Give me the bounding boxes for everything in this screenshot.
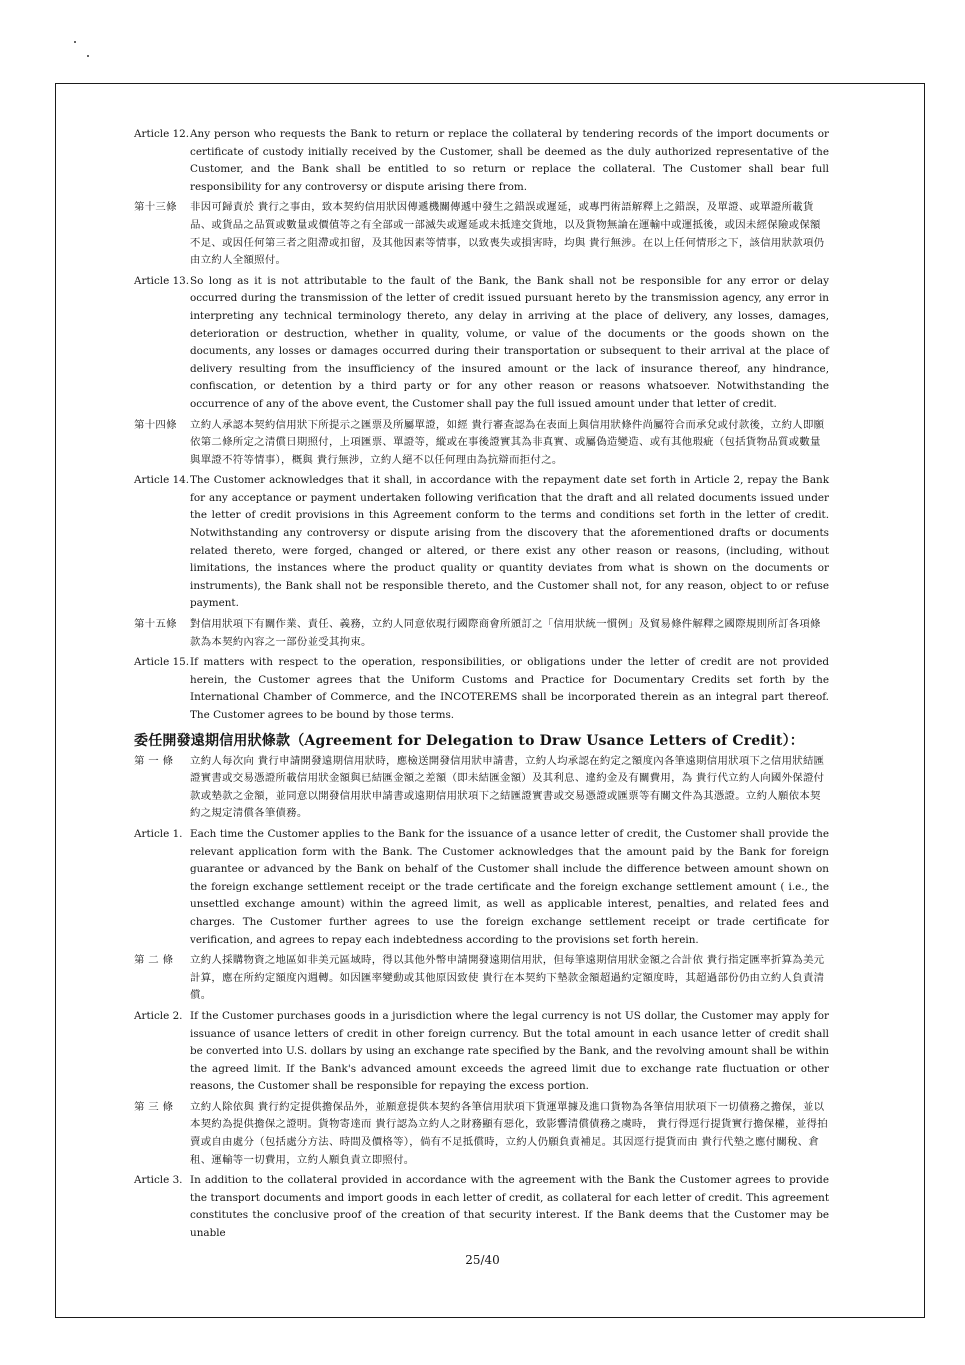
article-label: 第 二 條 (134, 954, 174, 967)
article-text: 對信用狀項下有關作業、責任、義務，立約人同意依現行國際商會所頒訂之「信用狀統一慣例」及貿易條件解釋之國際規則所訂各項條款為本契約內容之一部份並受其拘束。 (190, 618, 821, 648)
article-text: 立約人承認本契約信用狀下所提示之匯票及所屬單證，如經 貴行審查認為在表面上與信用狀條件尚屬符合而承兌或付款後，立約人即願依第二條所定之清償日期照付，上項匯票、單證等，縱或在事後證實其為非真實、或屬偽造變造、或有其他瑕疵（包括貨物品質或數量與單證不符等情事），概與 貴行無涉，立約人絕不以任何理由為抗辯而拒付之。 (190, 418, 825, 466)
article-text: 立約人每次向 貴行申請開發遠期信用狀時，應檢送開發信用狀申請書，立約人均承認在約定之額度內各筆遠期信用狀項下之信用狀結匯證實書或交易憑證所載信用狀金額與已結匯金額之差額（即未結匯金額）及其利息、違約金及有關費用，為 貴行代立約人向國外保證付款或墊款之金額，並同意以開發信用狀申請書或遠期信用狀項下之結匯證實書或交易憑證或匯票等有關文件為其憑證。立約人願依本契約之規定清償各筆債務。 (190, 754, 825, 820)
article-label: Article 13. (134, 274, 190, 287)
article-text: 立約人除依與 貴行約定提供擔保品外，並願意提供本契約各筆信用狀項下貨運單據及進口貨物為各筆信用狀項下一切債務之擔保，並以本契約為提供擔保之證明。貨物寄達而 貴行認為立約人之財務顯有惡化，致影響清償債務之虞時， 貴行得逕行提貨實行擔保權，並得拍賣或自由處分（包括處分方法、時間及價格等），倘有不足抵償時，立約人仍願負責補足。其因逕行提貨而由 貴行代墊之應付關稅、倉租、運輸等一切費用，立約人願負責立即照付。 (190, 1100, 828, 1166)
article-15-en (134, 654, 829, 724)
article-text: If matters with respect to the operation, responsibilities, or obligations under the letter of credit are not provided herein, the Customer agrees that the Uniform Customs and Practice for Documentary Credits set forth by the International Chamber of Commerce, and the INCOTEREMS shall be incorporated therein as an integral part thereof. The Customer agrees to be bound by those terms. (190, 656, 829, 721)
article-label: Article 3. (134, 1174, 183, 1187)
article-label: Article 1. (134, 827, 183, 840)
article-label: Article 12. (134, 128, 190, 140)
article-text: 立約人採購物資之地區如非美元區域時，得以其他外幣申請開發遠期信用狀，但每筆遠期信用狀金額之合計依 貴行指定匯率折算為美元計算，應在所約定額度內週轉。如因匯率變動或其他原因致使 貴行在本契約下墊款金額超過約定額度時，其超過部份仍由立約人負責清償。 (190, 954, 825, 1002)
section-heading: 委任開發遠期信用狀條款（Agreement for Delegation to Draw Usance Letters of Credit）： (134, 732, 804, 749)
article-14-zh (134, 417, 829, 470)
article-label: Article 14. (134, 474, 190, 487)
usance-article-1-en (134, 826, 829, 949)
usance-article-1-zh (134, 753, 829, 823)
usance-article-2-zh (134, 952, 829, 1005)
article-15-zh (134, 616, 829, 651)
article-label: Article 2. (134, 1009, 183, 1022)
article-text: The Customer acknowledges that it shall, in accordance with the repayment date set forth in Article 2, repay the Bank for any acceptance or payment undertaken following verification that the draft and all related documents issued under the letter of credit provisions in this Agreement conform to the terms and conditions set forth in the letter of credit. Notwithstanding any controversy or dispute arising from the discovery that the aforementioned drafts or documents related thereto, were forged, changed or altered, or there exist any other reason or reasons, (including, without limitations, the instances where the product quality or quantity deviates from what is shown on the documents or instruments), the Bank shall not be responsible thereto, and the Customer shall not, for any reason, object to or refuse payment. (190, 474, 829, 610)
article-12-en (134, 126, 829, 196)
article-text: If the Customer purchases goods in a jurisdiction where the legal currency is not US dollar, the Customer may apply for issuance of usance letters of credit in other foreign currency. But the total amount in each usance letter of credit shall be converted into U.S. dollars by using an exchange rate specified by the Bank, and the revolving amount shall be within the agreed limit. If the Bank's advanced amount exceeds the agreed limit due to exchange rate fluctuation or other reasons, the Customer shall be responsible for repaying the excess portion. (190, 1009, 829, 1093)
article-label: 第 三 條 (134, 1100, 174, 1113)
agreement-body (134, 126, 829, 1243)
article-label: 第十四條 (134, 418, 177, 431)
article-text: Any person who requests the Bank to return or replace the collateral by tendering records of the import documents or certificate of custody initially received by the Customer, shall be deemed as the duly authorized representative of the Customer, and the Bank shall be entitled to so return or replace the collateral. The Customer shall bear full responsibility for any controversy or dispute arising there from. (190, 128, 829, 193)
usance-article-3-zh (134, 1099, 829, 1169)
article-text: 非因可歸責於 貴行之事由，致本契約信用狀因傳遞機關傳遞中發生之錯誤或遲延，或專門術語解釋上之錯誤，及單證、或單證所載貨品、或貨品之品質或數量或價值等之有全部或一部滅失或遲延或未抵達交貨地，以及貨物無論在運輸中或運抵後，或因未經保險或保額不足、或因任何第三者之阻滯或扣留，及其他因素等情事，以致喪失或損害時，均與 貴行無涉。在以上任何情形之下，該信用狀款項仍由立約人全額照付。 (190, 201, 825, 267)
scan-mark (87, 55, 89, 57)
article-text: In addition to the collateral provided in accordance with the agreement with the Bank the Customer agrees to provide the transport documents and import goods in each letter of credit, as collateral for each letter of credit. This agreement constitutes the conclusive proof of the creation of that security interest. If the Bank deems that the Customer may be unable (190, 1174, 829, 1240)
scan-mark (74, 41, 76, 43)
article-label: 第十三條 (134, 201, 177, 214)
article-13-en (134, 273, 829, 414)
article-13-zh (134, 199, 829, 269)
article-label: 第十五條 (134, 618, 177, 631)
article-text: Each time the Customer applies to the Bank for the issuance of a usance letter of credit, the Customer shall provide the relevant application form with the Bank. The Customer acknowledges that the amount paid by the Bank for foreign guarantee or advanced by the Bank on behalf of the Customer shall include the difference between amount shown on the foreign exchange settlement receipt or the trade certificate and the foreign exchange settlement amount ( i.e., the unsettled exchange amount) within the agreed limit, as well as applicable interest, penalties, and related fees and charges. The Customer further agrees to use the foreign exchange settlement receipt or trade certificate for verification, and agrees to repay each indebtedness according to the provisions set forth herein. (190, 827, 829, 946)
article-label: 第 一 條 (134, 754, 174, 767)
article-14-en (134, 472, 829, 613)
usance-article-2-en (134, 1008, 829, 1096)
article-text: So long as it is not attributable to the fault of the Bank, the Bank shall not be responsible for any error or delay occurred during the transmission of the letter of credit issued pursuant hereto by the transmission agency, any error in interpreting any technical terminology thereto, any delay in arriving at the place of delivery, any losses, damages, deterioration or destruction, whether in quality, volume, or value of the documents or the goods shown on the documents, any losses or damages occurred during their transportation or subsequent to their arrival at the place of delivery resulting from the insufficiency of the insured amount or the lack of insurance thereof, any hindrance, confiscation, or detention by a third party or for any other reason or reasons whatsoever. Notwithstanding the occurrence of any of the above event, the Customer shall pay the full issued amount under that letter of credit. (190, 274, 829, 410)
page-number: 25/40 (465, 1253, 500, 1267)
usance-article-3-en (134, 1172, 829, 1242)
article-label: Article 15. (134, 656, 190, 669)
